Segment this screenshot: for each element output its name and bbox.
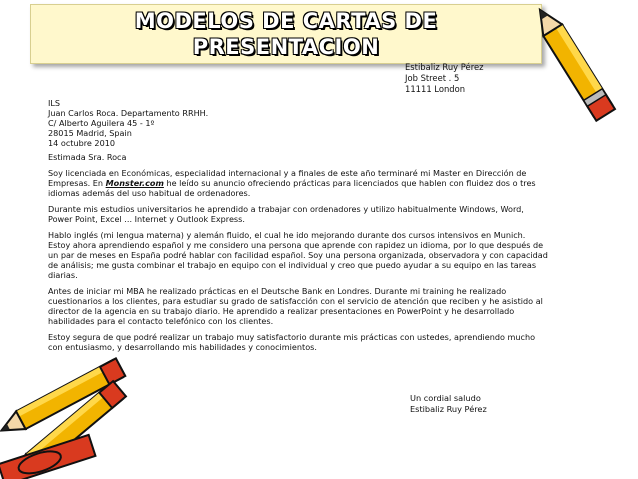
paragraph-4: Antes de iniciar mi MBA he realizado prácticas en el Deutsche Bank en Londres. Durante mi training he realizado cuestionarios a los clientes, para estudiar su grado de satisfacción con el servicio de atención que reciben y he asistido al director de la agencia en su trabajo diario. He aprendido a realizar presentaciones en PowerPoint y he desarrollado habilidades para el contacto telefónico con los clientes.	[48, 286, 543, 326]
recipient-contact: Juan Carlos Roca. Departamento RRHH.	[48, 108, 209, 118]
sender-city: 11111 London	[405, 84, 466, 94]
paragraph-1-text-a: Soy licenciada en Económicas, especialidad internacional y a finales de este año terminaré mi Master en Dirección de Empresas. En	[48, 168, 527, 188]
paragraph-1-text-b: he leído su anuncio ofreciendo prácticas para licenciados que hablen con fluidez dos o tres idiomas además del uso habitual de ordenadores.	[48, 178, 536, 198]
recipient-street: C/ Alberto Aguilera 45 - 1º	[48, 118, 155, 128]
recipient-city: 28015 Madrid, Spain	[48, 128, 132, 138]
closing-signature: Estibaliz Ruy Pérez	[410, 403, 487, 414]
sender-name: Estibaliz Ruy Pérez	[405, 62, 484, 72]
sender-street: Job Street . 5	[405, 73, 460, 83]
letter-date: 14 octubre 2010	[48, 138, 116, 148]
pencils-clipart-left	[0, 345, 160, 479]
title-line-2: PRESENTACION	[192, 35, 380, 59]
greeting: Estimada Sra. Roca	[48, 152, 127, 162]
recipient-company: ILS	[48, 98, 61, 108]
closing-salutation: Un cordial saludo	[410, 393, 481, 403]
title-banner	[30, 4, 542, 64]
paragraph-3: Hablo inglés (mi lengua materna) y alemán fluido, el cual he ido mejorando durante dos cursos intensivos en Munich. Estoy ahora aprendiendo español y me considero una persona que aprende con rapidez un idioma, por lo que después de un par de meses en España podré hablar con facilidad español. Soy una persona organizada, observadora y con capacidad de análisis; me gusta combinar el trabajo en equipo con el individual y creo que puedo ayudar a su equipo en las tareas diarias.	[48, 230, 548, 280]
title-line-1: MODELOS DE CARTAS DE	[134, 9, 438, 33]
monster-link[interactable]: Monster.com	[105, 178, 164, 188]
sender-address	[405, 62, 484, 95]
closing-block	[410, 393, 487, 414]
paragraph-1	[48, 168, 548, 198]
letter-body	[48, 98, 548, 358]
paragraph-5: Estoy segura de que podré realizar un trabajo muy satisfactorio durante mis prácticas con ustedes, aprendiendo mucho con entusiasmo, y desarrollando mis habilidades y conocimientos.	[48, 332, 536, 352]
recipient-address	[48, 98, 548, 148]
paragraph-2: Durante mis estudios universitarios he aprendido a trabajar con ordenadores y utilizo habitualmente Windows, Word, Power Point, Excel ... Internet y Outlook Express.	[48, 204, 524, 224]
